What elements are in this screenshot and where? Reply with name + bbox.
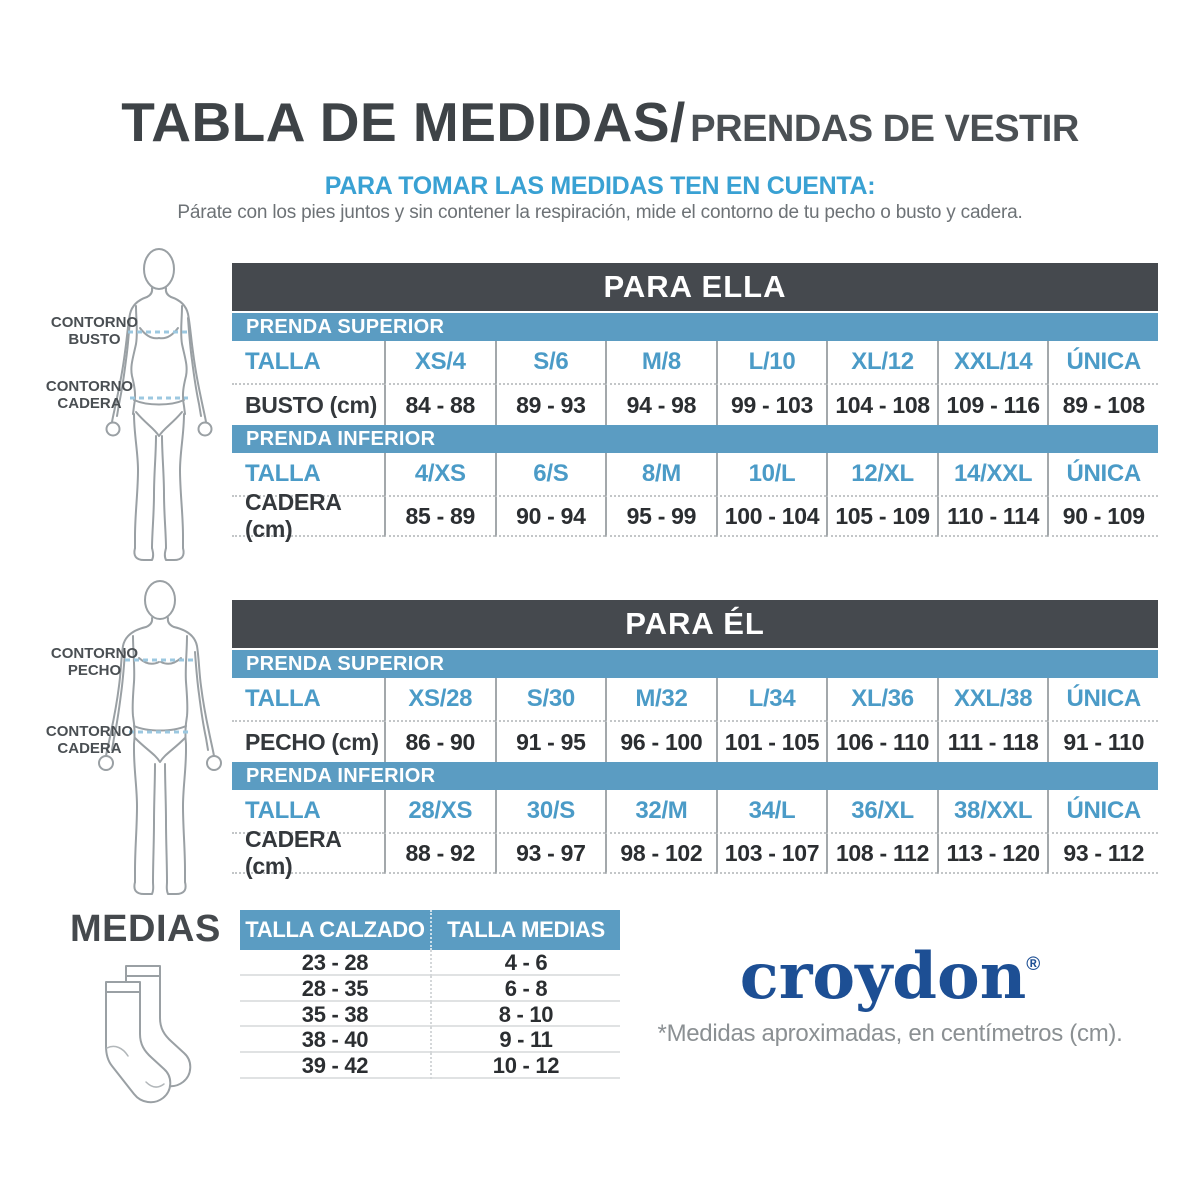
measure-value-cell: 110 - 114	[937, 497, 1048, 537]
size-header-cell: ÚNICA	[1047, 790, 1158, 834]
contorno-busto-line2: BUSTO	[68, 331, 121, 349]
measure-row-label: CADERA (cm)	[232, 834, 384, 874]
contorno-cadera-f-line1: CONTORNO	[45, 378, 134, 395]
size-header-cell: XS/4	[384, 341, 495, 385]
measure-value-cell: 88 - 92	[384, 834, 495, 874]
size-header-cell: ÚNICA	[1047, 678, 1158, 722]
measure-value-cell: 86 - 90	[384, 722, 495, 762]
contorno-cadera-female-label	[32, 378, 147, 413]
sock-size-cell: 4 - 6	[430, 950, 620, 976]
size-row-label: TALLA	[232, 678, 384, 722]
prenda-band-label: PRENDA SUPERIOR	[232, 313, 1158, 341]
size-header-cell: 10/L	[716, 453, 827, 497]
contorno-busto-label	[42, 314, 147, 349]
medias-table-header	[240, 910, 620, 950]
size-header-cell: ÚNICA	[1047, 453, 1158, 497]
measure-value-cell: 109 - 116	[937, 385, 1048, 425]
table-ella-title-bar: PARA ELLA	[232, 263, 1158, 311]
measure-value-cell: 89 - 108	[1047, 385, 1158, 425]
size-header-cell: ÚNICA	[1047, 341, 1158, 385]
measure-row-label: BUSTO (cm)	[245, 391, 378, 418]
size-header-cell: XS/28	[384, 678, 495, 722]
measure-value-cell: 104 - 108	[826, 385, 937, 425]
size-header-cell: XL/12	[826, 341, 937, 385]
size-header-cell: L/10	[716, 341, 827, 385]
measure-value-cell: 84 - 88	[384, 385, 495, 425]
measure-value-cell: 106 - 110	[826, 722, 937, 762]
measure-value-cell: 96 - 100	[605, 722, 716, 762]
contorno-cadera-f-line2: CADERA	[57, 395, 122, 413]
measure-value-cell: 93 - 97	[495, 834, 606, 874]
shoe-size-cell: 23 - 28	[301, 950, 369, 975]
size-header-cell: L/34	[716, 678, 827, 722]
size-header-cell: 28/XS	[384, 790, 495, 834]
medias-row	[240, 976, 620, 1002]
size-header-cell: XXL/14	[937, 341, 1048, 385]
shoe-size-cell: 38 - 40	[301, 1027, 369, 1053]
socks-icon	[86, 958, 206, 1113]
table-el-sections	[232, 650, 1158, 879]
size-header-cell: M/8	[605, 341, 716, 385]
prenda-band-label: PRENDA INFERIOR	[232, 762, 1158, 790]
table-ella-sections	[232, 313, 1158, 542]
prenda-band-label: PRENDA SUPERIOR	[232, 650, 1158, 678]
medias-table-rows	[240, 950, 620, 1079]
measuring-instructions-text: Párate con los pies juntos y sin contener la respiración, mide el contorno de tu pecho o busto y cadera.	[177, 202, 1023, 223]
page-title	[0, 90, 1200, 154]
medias-size-table	[240, 910, 620, 1079]
contorno-cadera-male-label	[32, 723, 147, 758]
croydon-wordmark: croydon	[739, 939, 1027, 1014]
table-para-ella	[232, 263, 1158, 542]
croydon-logo	[640, 939, 1140, 1014]
contorno-cadera-m-line1: CONTORNO	[45, 723, 134, 740]
measurements-note: *Medidas aproximadas, en centímetros (cm).	[657, 1020, 1123, 1048]
page-title-main: TABLA DE MEDIDAS/	[121, 91, 686, 153]
talla-calzado-header: TALLA CALZADO	[245, 917, 425, 942]
size-header-cell: XXL/38	[937, 678, 1048, 722]
sock-size-cell: 10 - 12	[430, 1053, 620, 1079]
measure-value-cell: 85 - 89	[384, 497, 495, 537]
measure-value-cell: 90 - 94	[495, 497, 606, 537]
medias-row	[240, 1027, 620, 1053]
medias-row	[240, 1053, 620, 1079]
size-header-cell: S/6	[495, 341, 606, 385]
measure-value-cell: 91 - 110	[1047, 722, 1158, 762]
measure-value-cell: 94 - 98	[605, 385, 716, 425]
brand-footer	[640, 939, 1140, 1048]
shoe-size-cell: 35 - 38	[301, 1001, 369, 1027]
measure-value-cell: 98 - 102	[605, 834, 716, 874]
measure-value-cell: 89 - 93	[495, 385, 606, 425]
size-header-cell: 38/XXL	[937, 790, 1048, 834]
measure-value-cell: 93 - 112	[1047, 834, 1158, 874]
sock-size-cell: 8 - 10	[430, 1002, 620, 1028]
measure-value-cell: 91 - 95	[495, 722, 606, 762]
size-header-cell: S/30	[495, 678, 606, 722]
measure-value-cell: 90 - 109	[1047, 497, 1158, 537]
size-row-label: TALLA	[232, 453, 384, 497]
size-header-cell: 32/M	[605, 790, 716, 834]
measure-row-label: PECHO (cm)	[245, 728, 379, 755]
measure-value-cell: 103 - 107	[716, 834, 827, 874]
talla-medias-header: TALLA MEDIAS	[430, 910, 620, 950]
contorno-pecho-line1: CONTORNO	[50, 645, 139, 662]
prenda-band-label: PRENDA INFERIOR	[232, 425, 1158, 453]
size-grid	[232, 341, 1158, 425]
page-title-sub: PRENDAS DE VESTIR	[690, 108, 1079, 150]
medias-row	[240, 1002, 620, 1028]
measure-row-label: CADERA (cm)	[232, 497, 384, 537]
registered-trademark-symbol: ®	[1026, 954, 1041, 975]
measure-value-cell: 101 - 105	[716, 722, 827, 762]
measure-value-cell: 113 - 120	[937, 834, 1048, 874]
contorno-busto-line1: CONTORNO	[50, 314, 139, 331]
size-header-cell: 30/S	[495, 790, 606, 834]
medias-heading: MEDIAS	[70, 908, 221, 950]
size-header-cell: 34/L	[716, 790, 827, 834]
size-header-cell: XL/36	[826, 678, 937, 722]
size-header-cell: 14/XXL	[937, 453, 1048, 497]
shoe-size-cell: 39 - 42	[301, 1053, 369, 1079]
table-para-el	[232, 600, 1158, 879]
size-header-cell: 4/XS	[384, 453, 495, 497]
contorno-cadera-m-line2: CADERA	[57, 740, 122, 758]
shoe-size-cell: 28 - 35	[301, 975, 369, 1001]
measure-value-cell: 108 - 112	[826, 834, 937, 874]
measure-value-cell: 95 - 99	[605, 497, 716, 537]
medias-row	[240, 950, 620, 976]
size-grid	[232, 678, 1158, 762]
measuring-instructions-heading: PARA TOMAR LAS MEDIDAS TEN EN CUENTA:	[324, 172, 876, 200]
size-header-cell: 6/S	[495, 453, 606, 497]
measure-value-cell: 105 - 109	[826, 497, 937, 537]
size-row-label: TALLA	[232, 790, 384, 834]
table-el-title-bar: PARA ÉL	[232, 600, 1158, 648]
size-grid	[232, 790, 1158, 879]
size-header-cell: M/32	[605, 678, 716, 722]
sock-size-cell: 6 - 8	[430, 976, 620, 1002]
contorno-pecho-line2: PECHO	[67, 662, 122, 680]
measure-value-cell: 111 - 118	[937, 722, 1048, 762]
size-grid	[232, 453, 1158, 542]
size-header-cell: 8/M	[605, 453, 716, 497]
sock-size-cell: 9 - 11	[430, 1027, 620, 1053]
size-row-label: TALLA	[232, 341, 384, 385]
measure-value-cell: 100 - 104	[716, 497, 827, 537]
size-header-cell: 36/XL	[826, 790, 937, 834]
contorno-pecho-label	[42, 645, 147, 680]
size-header-cell: 12/XL	[826, 453, 937, 497]
measure-value-cell: 99 - 103	[716, 385, 827, 425]
